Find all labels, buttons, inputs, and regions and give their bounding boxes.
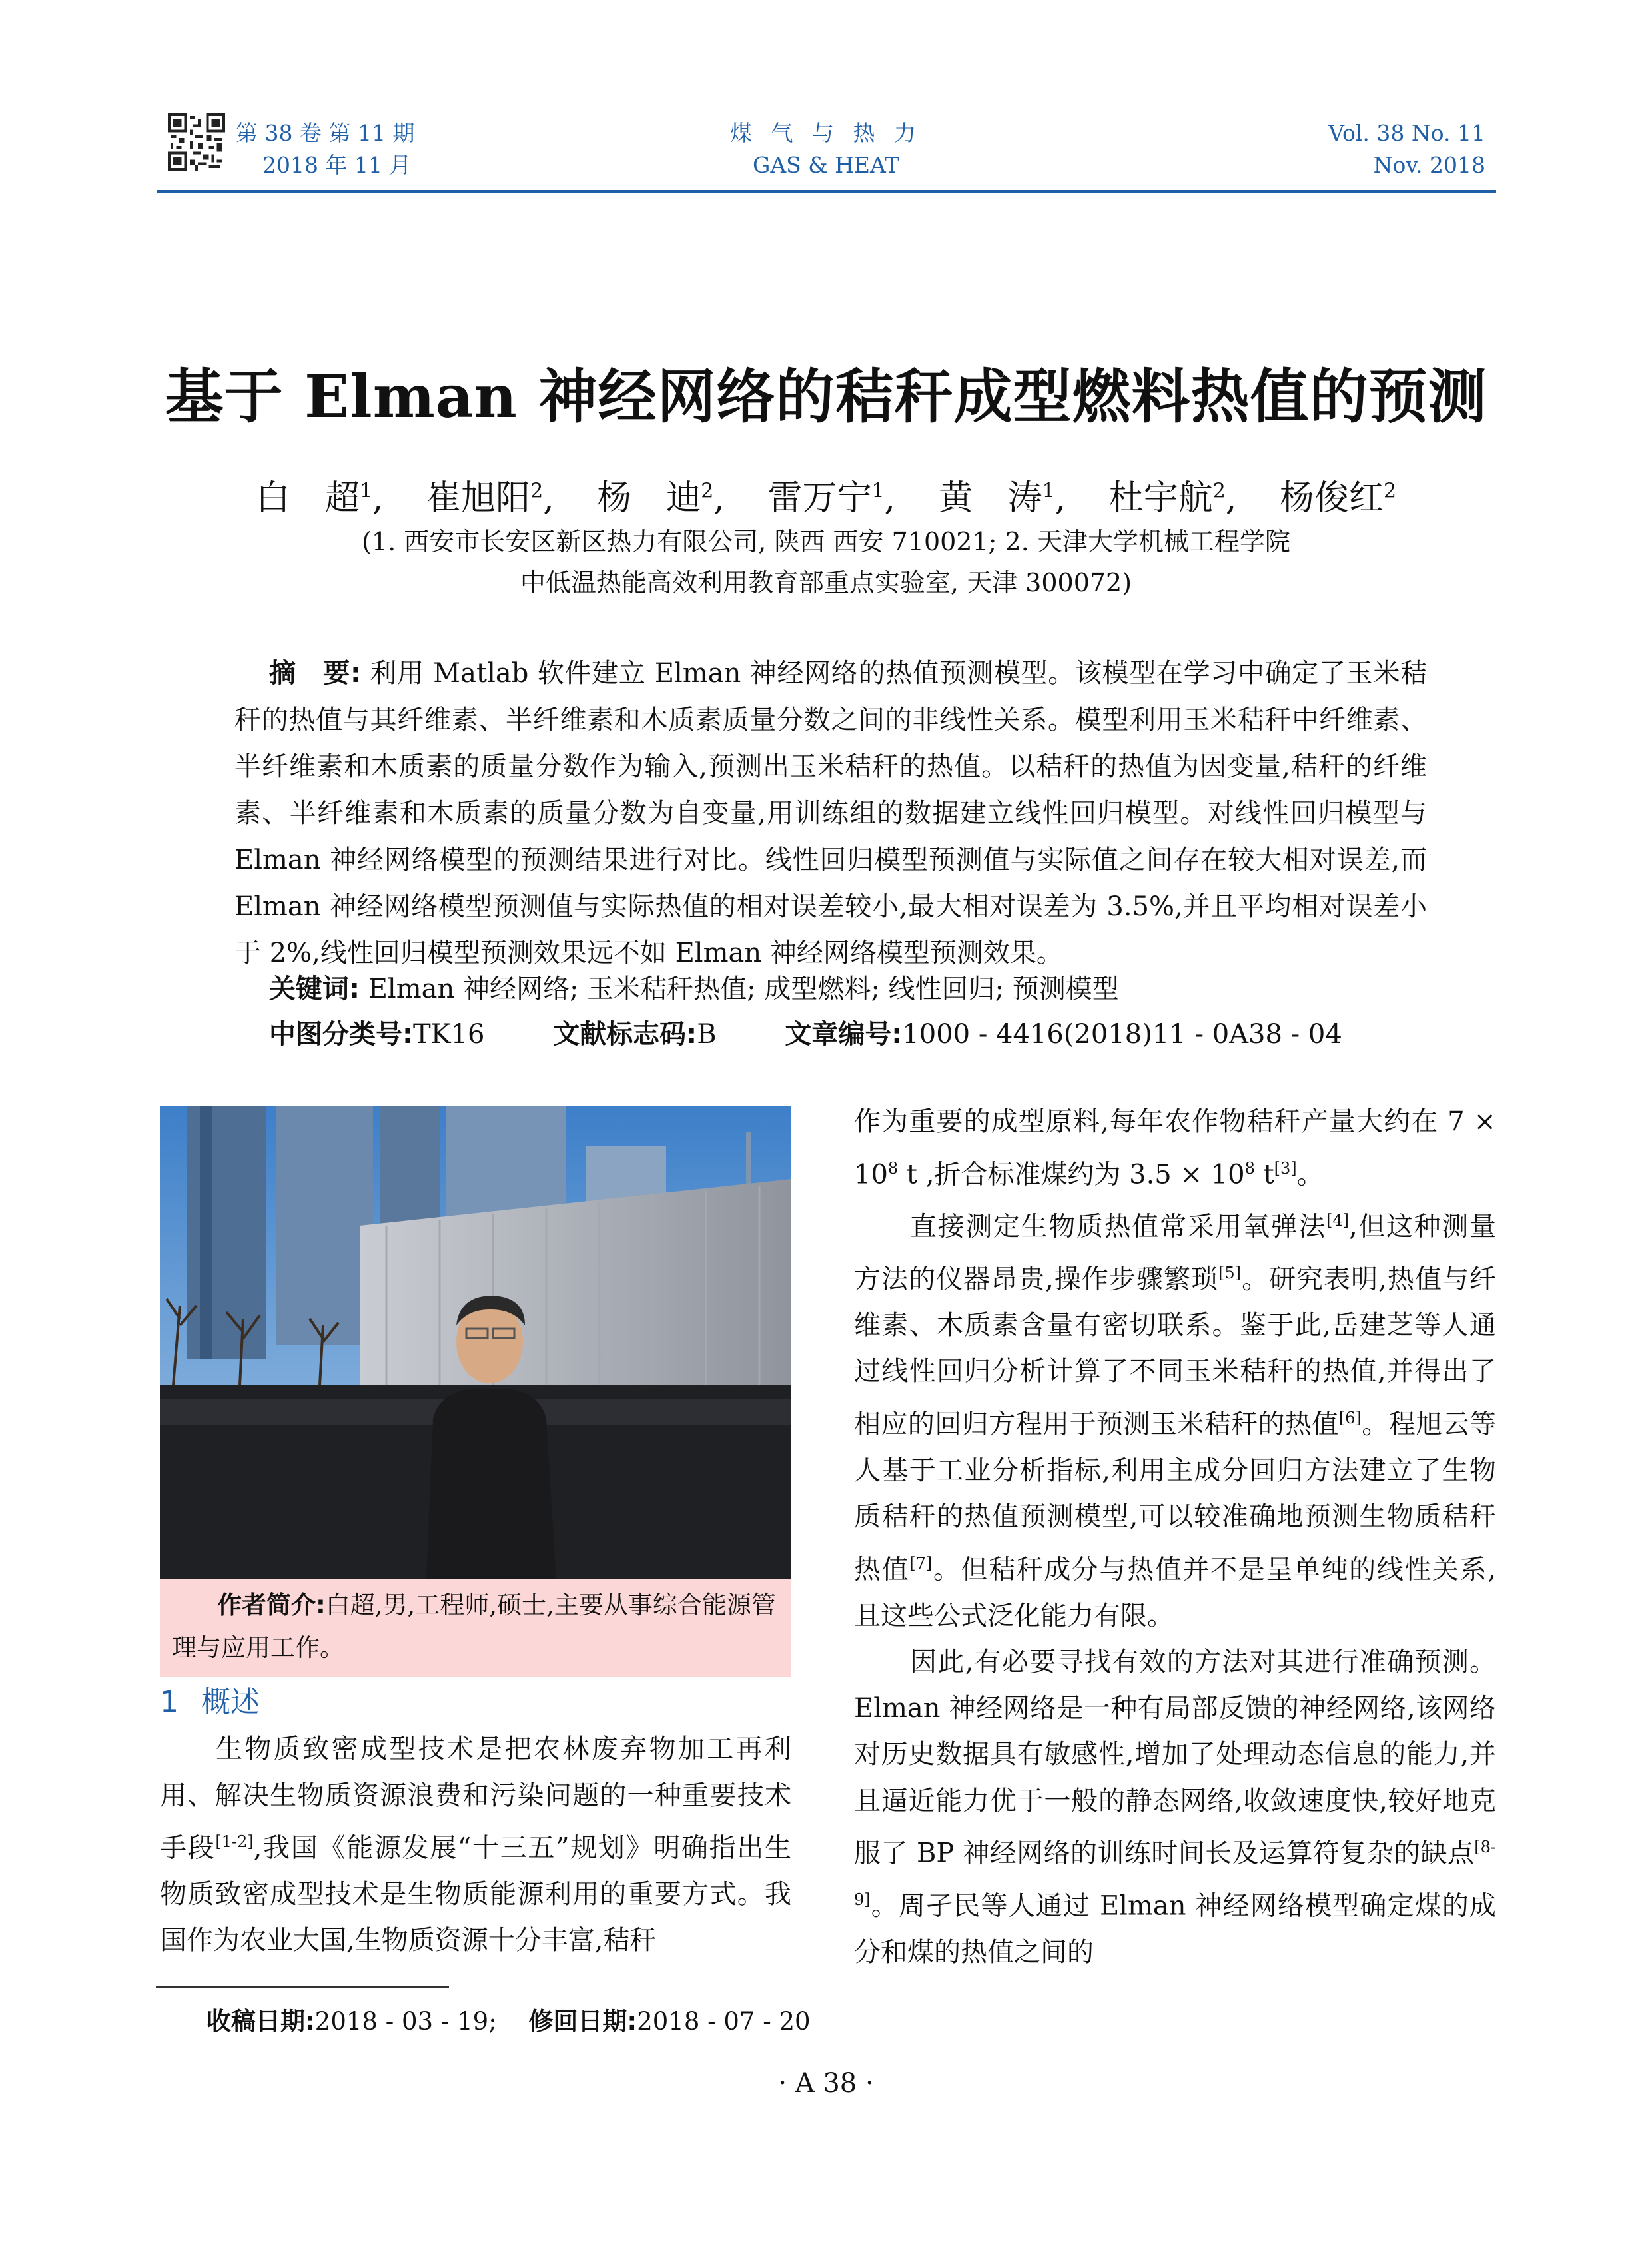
author: 杨俊红$^2$ (1279, 478, 1397, 519)
volume-issue: 第 38 卷 第 11 期 (236, 120, 415, 146)
journal-issue-en (1328, 117, 1485, 181)
article-number-label: 文章编号: (785, 1019, 903, 1050)
doc-code-label: 文献标志码: (553, 1019, 697, 1050)
author: 崔旭阳$^2$, (426, 478, 554, 519)
author-bio-label: 作者简介: (217, 1591, 326, 1619)
issue-date: 2018 年 11 月 (262, 152, 412, 178)
clc-value: TK16 (413, 1019, 485, 1050)
keywords-text: Elman 神经网络; 玉米秸秆热值; 成型燃料; 线性回归; 预测模型 (368, 974, 1119, 1004)
keywords (269, 966, 1119, 1012)
keywords-label: 关键词: (269, 974, 360, 1004)
left-column (160, 1726, 791, 1964)
revised-label: 修回日期: (528, 2007, 637, 2036)
author: 杜宇航$^2$, (1108, 478, 1237, 519)
section-number: 1 (160, 1685, 179, 1719)
volume-issue-en: Vol. 38 No. 11 (1328, 120, 1485, 146)
paragraph: 因此,有必要寻找有效的方法对其进行准确预测。Elman 神经网络是一种有局部反馈的神经网络,该网络对历史数据具有敏感性,增加了处理动态信息的能力,并且逼近能力优于一般的静态网络,收敛速度快,较好地克服了 BP 神经网络的训练时间长及运算符复杂的缺点[8-9]。周孑民等人通过 Elman 神经网络模型确定煤的成分和煤的热值之间的 (854, 1647, 1496, 1968)
paragraph: 直接测定生物质热值常采用氧弹法[4],但这种测量方法的仪器昂贵,操作步骤繁琐[5]。研究表明,热值与纤维素、木质素含量有密切联系。鉴于此,岳建芝等人通过线性回归分析计算了不同玉米秸秆的热值,并得出了相应的回归方程用于预测玉米秸秆的热值[6]。程旭云等人基于工业分析指标,利用主成分回归方法建立了生物质秸秆的热值预测模型,可以较准确地预测生物质秸秆热值[7]。但秸秆成分与热值并不是呈单纯的线性关系,且这些公式泛化能力有限。 (854, 1211, 1497, 1631)
journal-name-cn: 煤 气 与 热 力 (730, 120, 922, 146)
page-number: · A 38 · (778, 2068, 874, 2099)
citation[interactable]: [3] (1274, 1158, 1297, 1178)
manuscript-dates (206, 2002, 811, 2042)
doc-code-value: B (697, 1019, 717, 1050)
affiliation-line: (1. 西安市长安区新区热力有限公司, 陕西 西安 710021; 2. 天津大学机械工程学院 (362, 527, 1290, 556)
affiliations (133, 521, 1519, 603)
received-label: 收稿日期: (206, 2007, 315, 2036)
author-list (133, 466, 1519, 524)
abstract-text: 利用 Matlab 软件建立 Elman 神经网络的热值预测模型。该模型在学习中确定了玉米秸秆的热值与其纤维素、半纤维素和木质素质量分数之间的非线性关系。模型利用玉米秸秆中纤维素、半纤维素和木质素的质量分数作为输入,预测出玉米秸秆的热值。以秸秆的热值为因变量,秸秆的纤维素、半纤维素和木质素的质量分数为自变量,用训练组的数据建立线性回归模型。对线性回归模型与 Elman 神经网络模型的预测结果进行对比。线性回归模型预测值与实际值之间存在较大相对误差,而 Elman 神经网络模型预测值与实际热值的相对误差较小,最大相对误差为 3.5%,并且平均相对误差小于 2%,线性回归模型预测效果远不如 Elman 神经网络模型预测效果。 (234, 658, 1428, 968)
section-title: 概述 (201, 1685, 260, 1719)
paragraph: 生物质致密成型技术是把农林废弃物加工再利用、解决生物质资源浪费和污染问题的一种重要技术手段[1-2],我国《能源发展“十三五”规划》明确指出生物质致密成型技术是生物质能源利用的重要方式。我国作为农业大国,生物质资源十分丰富,秸秆 (160, 1734, 791, 1956)
classification-row (269, 1011, 1342, 1058)
author-bio-text: 白超,男,工程师,硕士,主要从事综合能源管理与应用工作。 (172, 1591, 776, 1662)
citation[interactable]: [1-2] (215, 1832, 254, 1851)
author: 黄 涛$^1$, (938, 478, 1066, 519)
journal-issue (236, 117, 414, 181)
paragraph: 作为重要的成型原料,每年农作物秸秆产量大约在 $7 \times 10^8$ t ,折合标准煤约为 $3.5 \times 10^8$ t[3]。 (854, 1106, 1496, 1190)
paper-title: 基于 Elman 神经网络的秸秆成型燃料热值的预测 (165, 362, 1487, 431)
citation[interactable]: [5] (1218, 1264, 1242, 1283)
citation[interactable]: [6] (1338, 1408, 1362, 1427)
received-date: 2018 - 03 - 19; (314, 2007, 497, 2036)
affiliation-line: 中低温热能高效利用教育部重点实验室, 天津 300072) (520, 568, 1132, 597)
journal-name-en: GAS & HEAT (752, 152, 900, 178)
abstract-label: 摘 要: (269, 658, 362, 689)
author: 白 超$^1$, (255, 478, 384, 519)
author-photo (160, 1106, 791, 1579)
citation[interactable]: [8-9] (854, 1838, 1496, 1909)
section-heading (160, 1682, 260, 1722)
right-column (854, 1099, 1496, 1976)
author-bio (160, 1579, 791, 1677)
issue-date-en: Nov. 2018 (1373, 152, 1485, 178)
author: 杨 迪$^2$, (597, 478, 725, 519)
citation[interactable]: [4] (1326, 1211, 1349, 1230)
footnote-rule (156, 1986, 449, 1988)
article-number-value: 1000 - 4416(2018)11 - 0A38 - 04 (902, 1019, 1342, 1050)
revised-date: 2018 - 07 - 20 (637, 2007, 811, 2036)
abstract (234, 650, 1427, 976)
journal-name (693, 117, 959, 181)
qr-code (168, 113, 225, 171)
citation[interactable]: [7] (909, 1553, 933, 1573)
clc-label: 中图分类号: (269, 1019, 413, 1050)
author: 雷万宁$^1$, (767, 478, 896, 519)
header-rule (157, 190, 1496, 193)
